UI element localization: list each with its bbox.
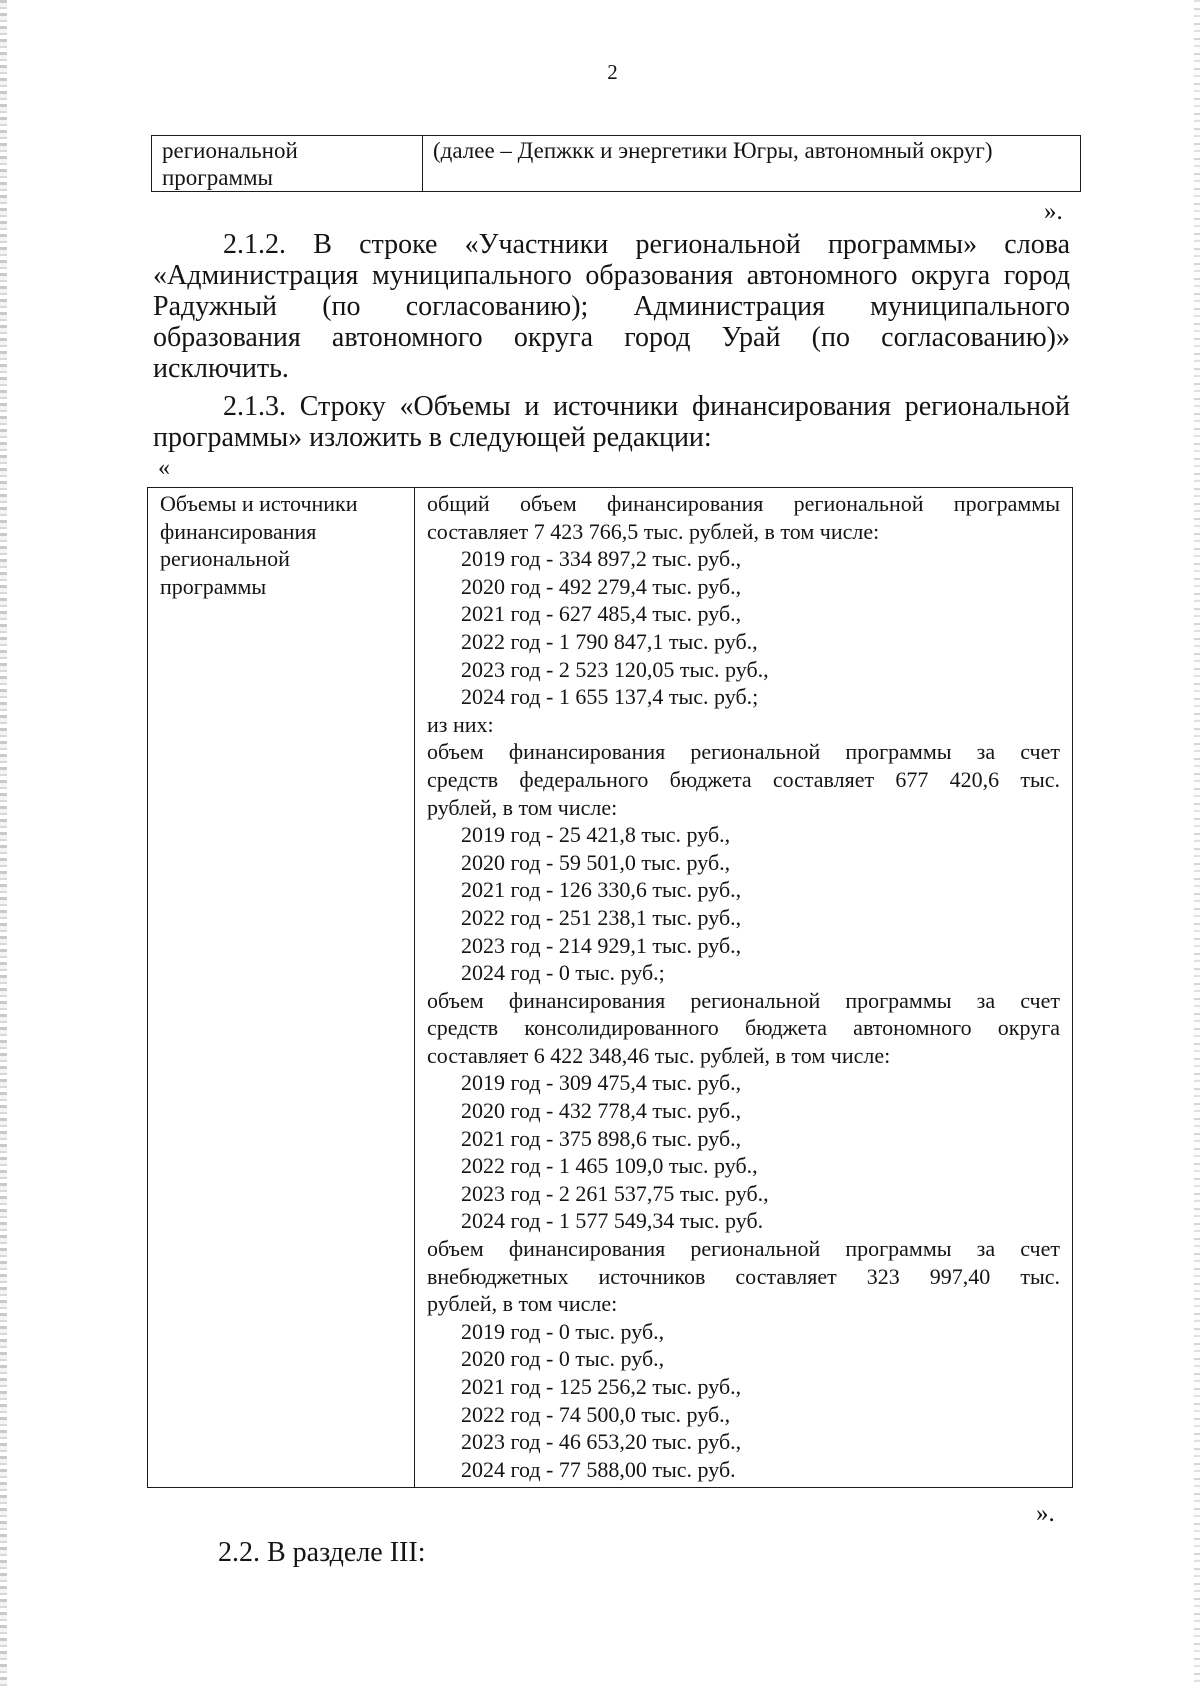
paragraph-line: 2.1.2. В строке «Участники региональной программы» слова — [223, 229, 1070, 260]
year-line: 2021 год - 125 256,2 тыс. руб., — [461, 1374, 742, 1399]
top-table-right-cell: (далее – Депжкк и энергетики Югры, автономный округ) — [423, 136, 1081, 192]
year-line: 2023 год - 214 929,1 тыс. руб., — [461, 932, 742, 958]
year-line: 2024 год - 77 588,00 тыс. руб. — [461, 1456, 736, 1482]
top-table-left-line: программы — [162, 165, 274, 190]
extrabudgetary-block — [427, 1235, 1060, 1483]
text-line: внебюджетных источников составляет 323 997,40 тыс. — [427, 1263, 1060, 1289]
total-financing-block — [427, 490, 1060, 711]
text-line: общий объем финансирования региональной программы — [427, 491, 1060, 516]
year-line: 2019 год - 25 421,8 тыс. руб., — [461, 822, 731, 848]
paragraph-line: 2.1.3. Строку «Объемы и источники финансирования региональной — [223, 391, 1070, 422]
year-line: 2024 год - 0 тыс. руб.; — [461, 960, 665, 986]
text-line: объем финансирования региональной программы за счет — [427, 739, 1060, 765]
year-line: 2019 год - 309 475,4 тыс. руб., — [461, 1070, 742, 1096]
label-line: Объемы и источники — [160, 491, 358, 516]
label-line: региональной — [160, 546, 290, 572]
financing-table — [147, 487, 1073, 1488]
year-line: 2021 год - 375 898,6 тыс. руб., — [461, 1125, 742, 1151]
year-line: 2023 год - 46 653,20 тыс. руб., — [461, 1429, 742, 1455]
year-line: 2024 год - 1 655 137,4 тыс. руб.; — [461, 684, 759, 710]
scan-edge-right — [1194, 0, 1200, 1686]
year-line: 2019 год - 0 тыс. руб., — [461, 1318, 665, 1344]
section-heading: 2.2. В разделе III: — [218, 1537, 426, 1568]
text-line: объем финансирования региональной программы за счет — [427, 1236, 1060, 1262]
year-line: 2022 год - 1 465 109,0 тыс. руб., — [461, 1153, 758, 1179]
text-line: средств консолидированного бюджета автономного округа — [427, 1015, 1060, 1041]
paragraph-line: «Администрация муниципального образования автономного округа город — [153, 260, 1070, 291]
year-line: 2022 год - 251 238,1 тыс. руб., — [461, 904, 742, 930]
text-line: составляет 6 422 348,46 тыс. рублей, в том числе: — [427, 1042, 891, 1068]
label-line: программы — [160, 573, 267, 599]
closing-quote: ». — [1044, 198, 1063, 225]
scan-edge-left — [0, 0, 7, 1686]
financing-table-content-cell — [415, 488, 1073, 1488]
top-table — [151, 135, 1081, 192]
paragraph-line: исключить. — [153, 353, 289, 384]
paragraph-line: программы» изложить в следующей редакции: — [153, 422, 712, 453]
text-line: рублей, в том числе: — [427, 1291, 618, 1317]
year-line: 2021 год - 126 330,6 тыс. руб., — [461, 877, 742, 903]
year-line: 2020 год - 0 тыс. руб., — [461, 1346, 665, 1372]
financing-table-label-cell — [148, 488, 415, 1488]
year-line: 2020 год - 432 778,4 тыс. руб., — [461, 1098, 742, 1124]
paragraph-2-1-2 — [153, 229, 1070, 384]
top-table-left-cell — [152, 136, 423, 192]
paragraph-2-1-3 — [153, 391, 1070, 453]
text-line: составляет 7 423 766,5 тыс. рублей, в том числе: — [427, 518, 880, 544]
year-line: 2023 год - 2 523 120,05 тыс. руб., — [461, 656, 769, 682]
paragraph-line: образования автономного округа город Урай (по согласованию)» — [153, 322, 1070, 353]
page-number: 2 — [607, 60, 618, 84]
top-table-left-line: региональной — [162, 138, 298, 163]
year-line: 2021 год - 627 485,4 тыс. руб., — [461, 601, 742, 627]
year-line: 2020 год - 59 501,0 тыс. руб., — [461, 849, 731, 875]
year-line: 2022 год - 74 500,0 тыс. руб., — [461, 1401, 731, 1427]
year-line: 2022 год - 1 790 847,1 тыс. руб., — [461, 628, 758, 654]
year-line: 2019 год - 334 897,2 тыс. руб., — [461, 546, 742, 572]
text-line: рублей, в том числе: — [427, 794, 618, 820]
text-line: объем финансирования региональной программы за счет — [427, 987, 1060, 1013]
year-line: 2024 год - 1 577 549,34 тыс. руб. — [461, 1208, 764, 1234]
paragraph-line: Радужный (по согласованию); Администрация муниципального — [153, 291, 1070, 322]
regional-budget-block — [427, 987, 1060, 1235]
of-them-line: из них: — [427, 711, 494, 737]
closing-quote: ». — [1036, 1500, 1055, 1527]
opening-quote: « — [158, 455, 170, 481]
federal-budget-block — [427, 738, 1060, 986]
label-line: финансирования — [160, 518, 317, 544]
year-line: 2023 год - 2 261 537,75 тыс. руб., — [461, 1180, 769, 1206]
year-line: 2020 год - 492 279,4 тыс. руб., — [461, 573, 742, 599]
text-line: средств федерального бюджета составляет 677 420,6 тыс. — [427, 766, 1060, 792]
